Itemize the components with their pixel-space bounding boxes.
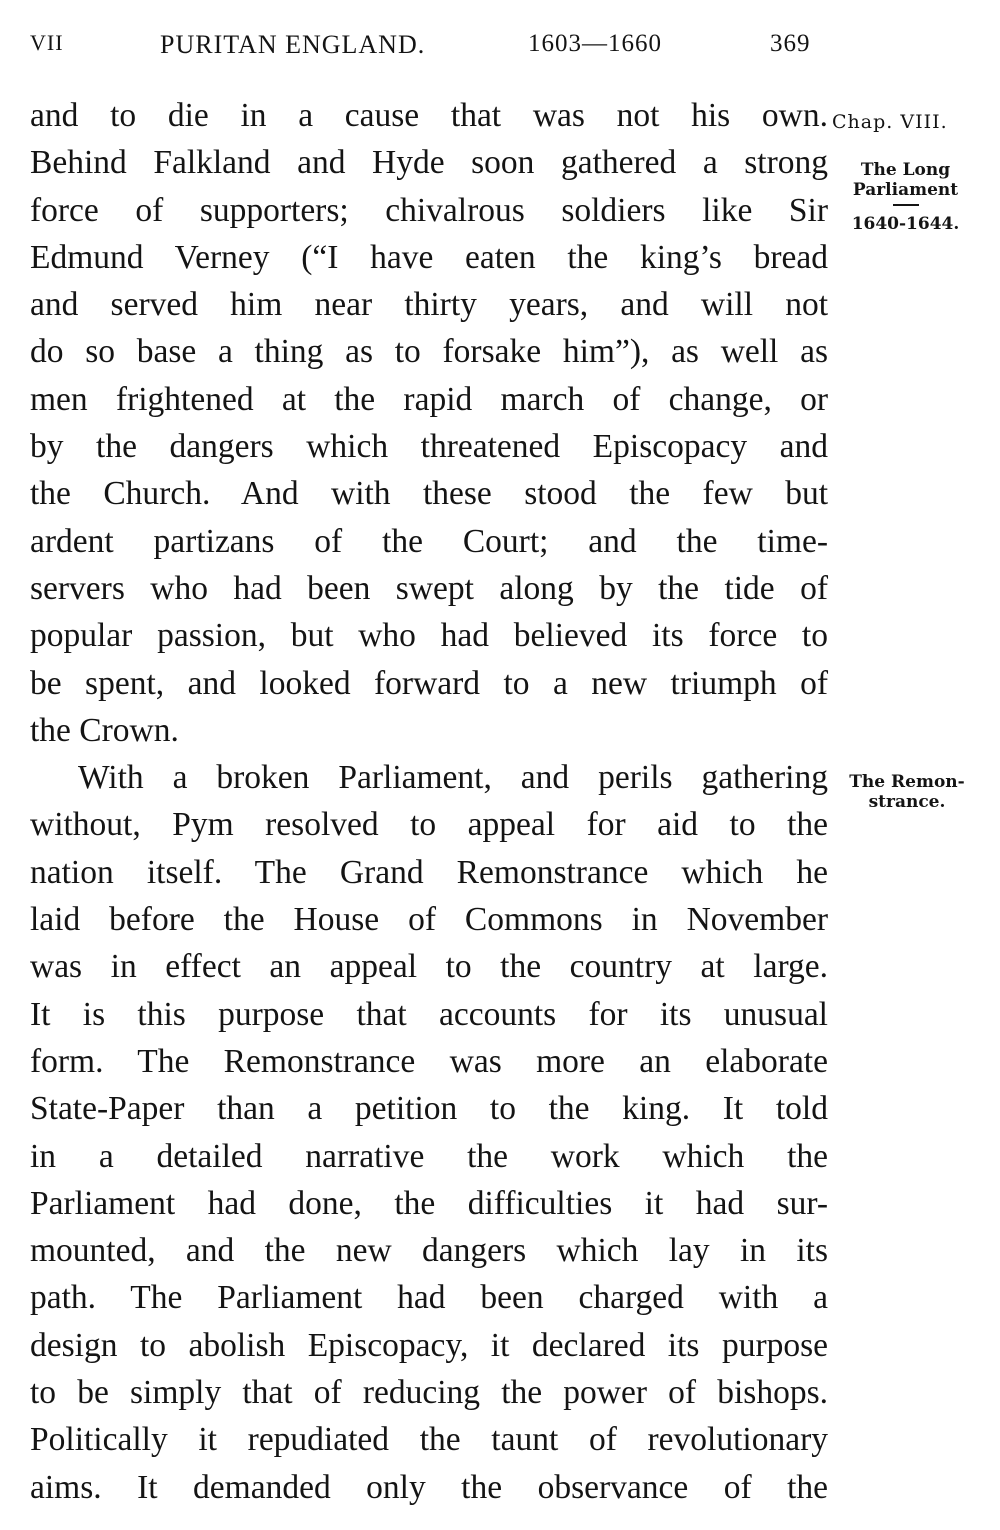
running-header (30, 30, 830, 66)
margin-note-title-line: The Remon- (849, 772, 965, 792)
text-line: State-Paper than a petition to the king. It told (30, 1090, 828, 1128)
text-line: the Church. And with these stood the few but (30, 475, 828, 513)
text-line: Edmund Verney (“I have eaten the king’s bread (30, 238, 828, 276)
text-line: It is this purpose that accounts for its unusual (30, 995, 828, 1033)
margin-note-title-line: strance. (868, 792, 946, 812)
margin-note-rule (893, 204, 919, 206)
text-line: Behind Falkland and Hyde soon gathered a strong (30, 144, 828, 182)
text-line: and served him near thirty years, and will not (30, 286, 828, 324)
text-line: aims. It demanded only the observance of the (30, 1468, 828, 1506)
text-line: men frightened at the rapid march of change, or (30, 380, 828, 418)
margin-note-dates: 1640-1644. (851, 214, 960, 234)
text-line: ardent partizans of the Court; and the time- (30, 522, 828, 560)
text-line: path. The Parliament had been charged with a (30, 1279, 828, 1317)
margin-note-title-line: Parliament (852, 180, 959, 200)
text-line: in a detailed narrative the work which the (30, 1137, 828, 1175)
header-years: 1603—1660 (528, 30, 662, 57)
text-line: Politically it repudiated the taunt of revolutionary (30, 1421, 828, 1459)
text-line: mounted, and the new dangers which lay in its (30, 1232, 828, 1270)
text-line: servers who had been swept along by the tide of (30, 569, 828, 607)
page-number: 369 (770, 30, 811, 57)
text-line: be spent, and looked forward to a new triumph of (30, 664, 828, 702)
margin-note-remonstrance (832, 772, 982, 812)
header-title: PURITAN ENGLAND. (160, 30, 426, 59)
text-line: force of supporters; chivalrous soldiers like Sir (30, 191, 828, 229)
text-line: to be simply that of reducing the power of bishops. (30, 1374, 828, 1412)
text-line: laid before the House of Commons in November (30, 901, 828, 939)
text-line: was in effect an appeal to the country at large. (30, 948, 828, 986)
text-line: and to die in a cause that was not his own. (30, 97, 828, 134)
text-line: With a broken Parliament, and perils gathering (78, 759, 828, 797)
body-text (30, 92, 828, 1511)
margin-note-long-parliament (838, 160, 973, 234)
text-line: form. The Remonstrance was more an elaborate (30, 1042, 828, 1080)
margin-note-title-line: The Long (860, 160, 951, 180)
margin-chapter-reference: Chap. VIII. (832, 111, 948, 133)
text-line: without, Pym resolved to appeal for aid to the (30, 806, 828, 844)
text-line: design to abolish Episcopacy, it declared its purpose (30, 1326, 828, 1364)
header-chapter-numeral: VII (30, 30, 64, 55)
text-line: nation itself. The Grand Remonstrance which he (30, 853, 828, 891)
text-line: Parliament had done, the difficulties it had sur- (30, 1184, 828, 1222)
text-line: by the dangers which threatened Episcopacy and (30, 428, 828, 466)
text-line: do so base a thing as to forsake him”), as well as (30, 333, 828, 371)
text-line: the Crown. (30, 711, 179, 749)
text-line: popular passion, but who had believed its force to (30, 617, 828, 655)
